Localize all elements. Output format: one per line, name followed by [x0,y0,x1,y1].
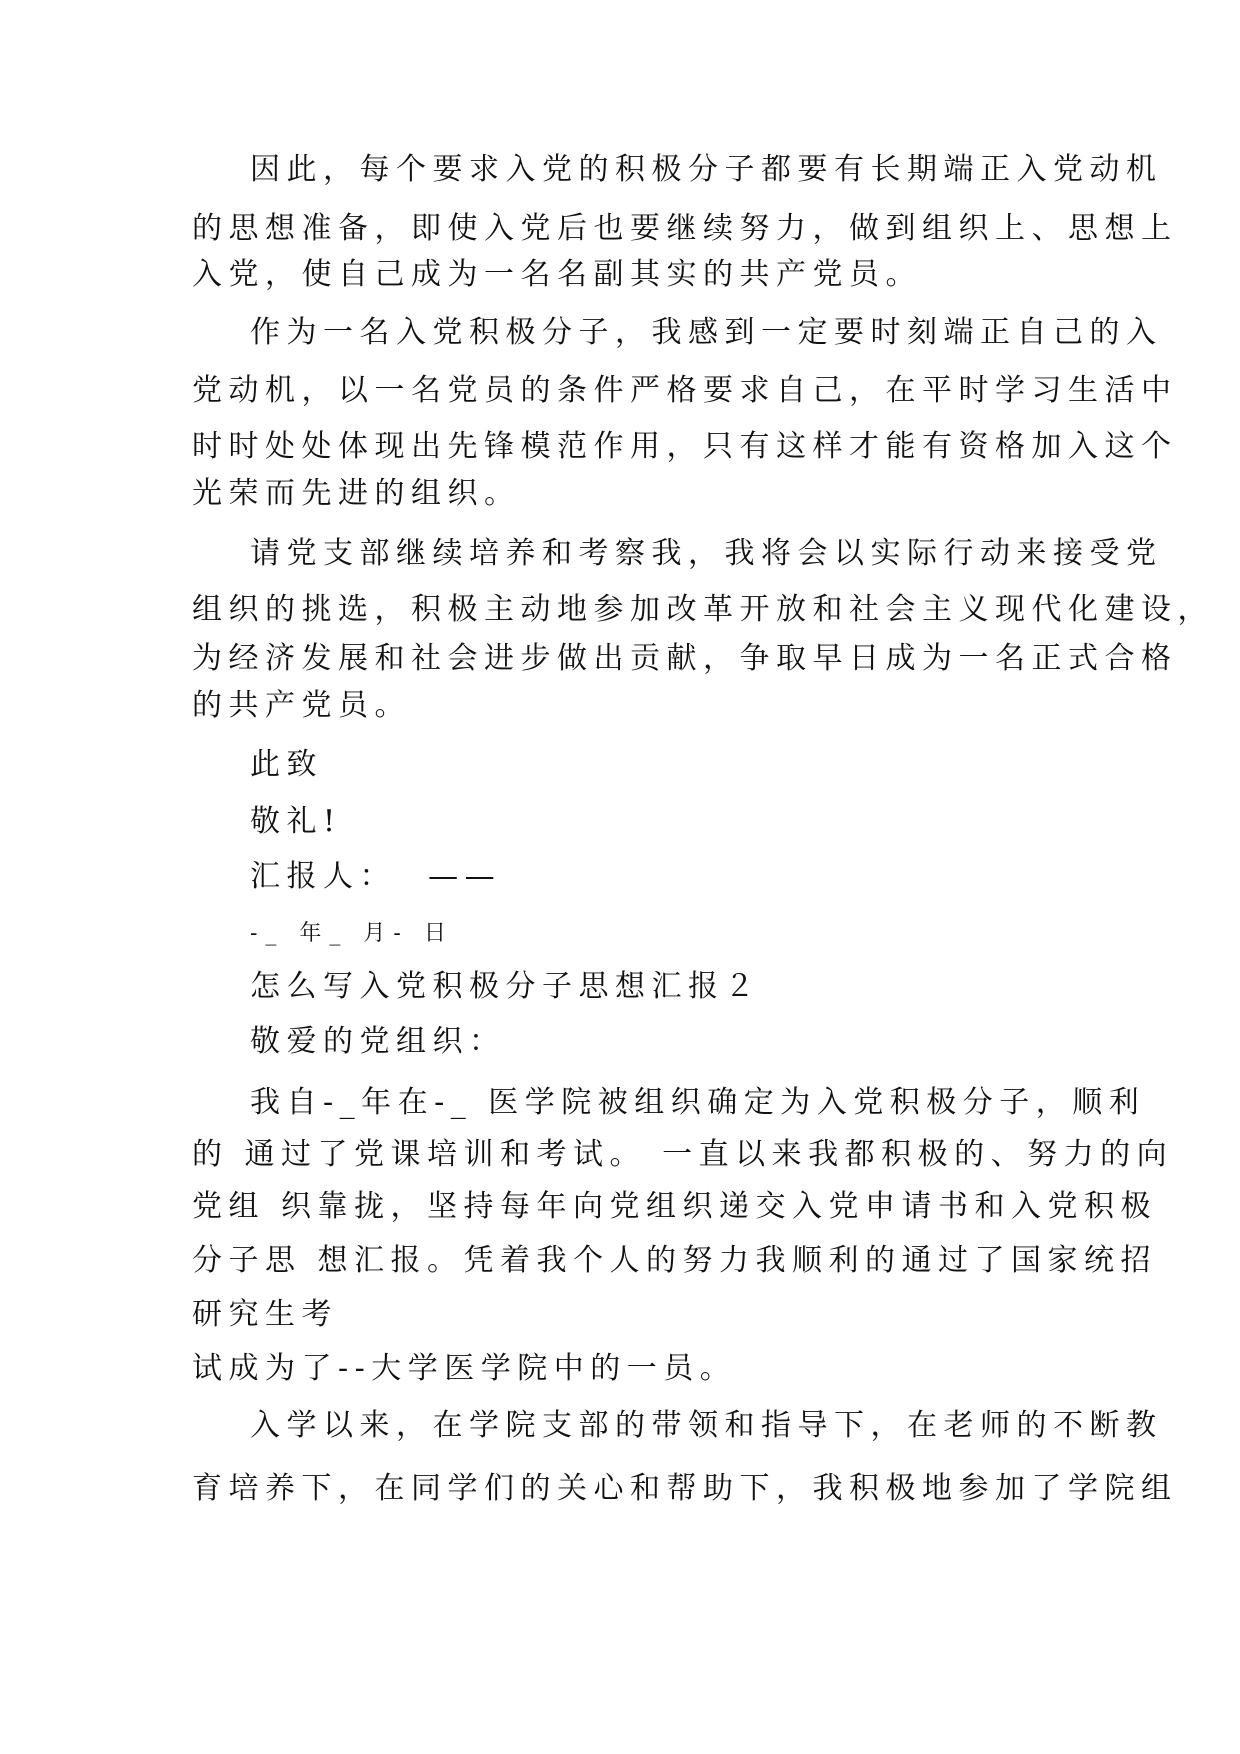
salutation-line: 敬礼! [250,804,342,839]
text-line: 作为一名入党积极分子，我感到一定要时刻端正自己的入 [250,315,1163,350]
text-line: 我自-_年在-_ 医学院被组织确定为入党积极分子，顺利 [250,1085,1146,1120]
text-line: 党动机，以一名党员的条件严格要求自己，在平时学习生活中 [192,373,1178,408]
text-line: 入学以来，在学院支部的带领和指导下，在老师的不断教 [250,1408,1163,1443]
text-line: 光荣而先进的组织。 [192,476,521,511]
text-line: 的共产党员。 [192,688,411,723]
text-line: 因此，每个要求入党的积极分子都要有长期端正入党动机 [250,152,1163,187]
closing-line: 此致 [250,747,323,782]
text-line: 的思想准备，即使入党后也要继续努力，做到组织上、思想上 [192,211,1178,246]
text-line: 分子思 想汇报。凭着我个人的努力我顺利的通过了国家统招 [192,1243,1158,1278]
greeting-line: 敬爱的党组织： [250,1024,506,1059]
section-title: 怎么写入党积极分子思想汇报２ [250,969,761,1004]
text-line: 为经济发展和社会进步做出贡献，争取早日成为一名正式合格 [192,641,1178,676]
text-line: 组织的挑选，积极主动地参加改革开放和社会主义现代化建设， [192,592,1214,627]
text-line: 试成为了--大学医学院中的一员。 [192,1351,737,1386]
text-line: 的 通过了党课培训和考试。 一直以来我都积极的、努力的向 [192,1137,1174,1172]
text-line: 党组 织靠拢，坚持每年向党组织递交入党申请书和入党积极 [192,1189,1158,1224]
reporter-line: 汇报人： —— [250,859,502,894]
text-line: 入党，使自己成为一名名副其实的共产党员。 [192,257,922,292]
date-line: -_ 年_ 月- 日 [250,921,454,946]
text-line: 时时处处体现出先锋模范作用，只有这样才能有资格加入这个 [192,429,1178,464]
text-line: 育培养下，在同学们的关心和帮助下，我积极地参加了学院组 [192,1471,1178,1506]
text-line: 请党支部继续培养和考察我，我将会以实际行动来接受党 [250,536,1163,571]
text-line: 研究生考 [192,1297,338,1332]
